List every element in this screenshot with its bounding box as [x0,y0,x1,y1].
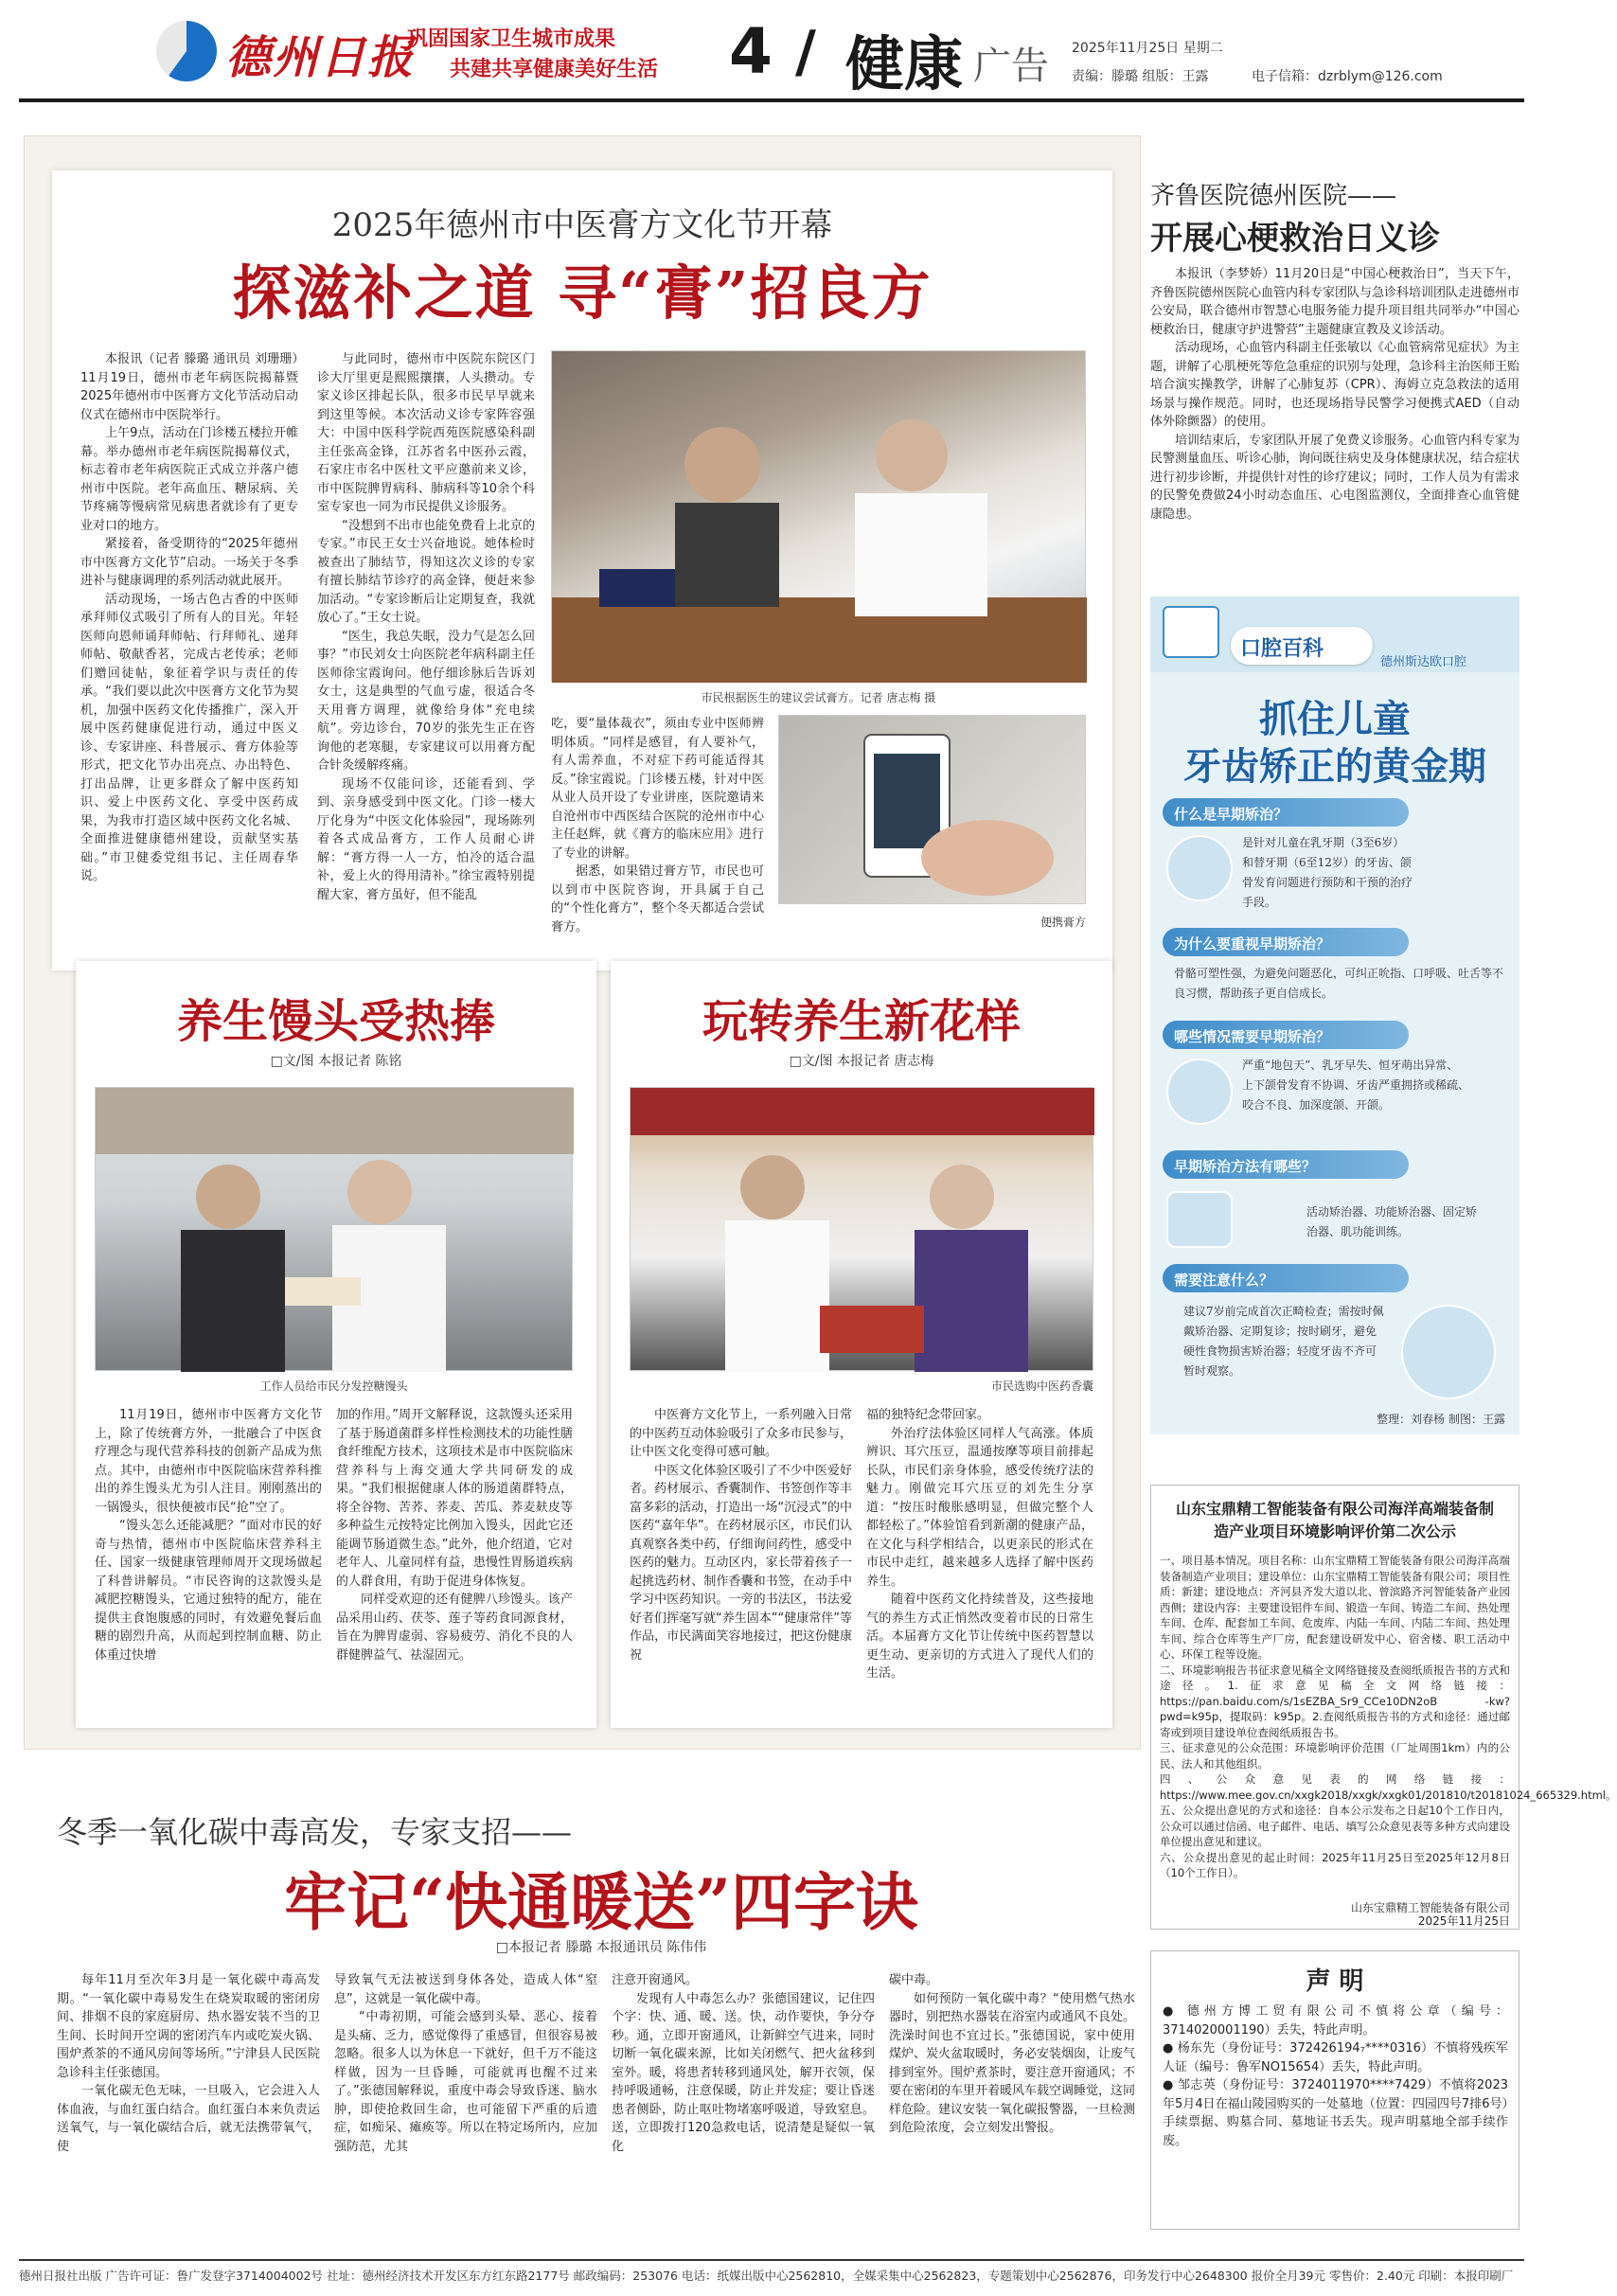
question-label: 什么是早期矫治？ [1174,806,1288,823]
paragraph: 11月19日，德州市中医膏方文化节上，除了传统膏方外，一批融合了中医食疗理念与现代营养科技的创新产品成为焦点。其中，由德州市中医院临床营养科推出的养生馒头尤为引人注目。刚刚蒸出的一锅馒头，很快便被市民“抢”空了。 [95,1408,322,1515]
co-byline: □本报记者 滕璐 本报通讯员 陈伟伟 [495,1940,707,1955]
header-divider [19,98,1524,102]
doctor-illustration-icon [1401,1305,1496,1399]
paragraph: 如何预防一氧化碳中毒？“使用燃气热水器时，别把热水器装在浴室内或通风不良处。洗澡时间也不宜过长。”张德国说，家中使用煤炉、炭火盆取暖时，务必安装烟囱，让废气排到室外。围炉煮茶时，要注意开窗通风；不要在密闭的车里开着暖风车载空调睡觉，这同样危险。建议安装一氧化碳报警器，一旦检测到危险浓度，会立刻发出警报。 [889,1991,1136,2135]
story-byline: □文/图 本报记者 陈铭 [270,1054,402,1069]
dental-organization: 德州斯达欧口腔 [1380,655,1467,669]
photo-caption: 市民选购中医药香囊 [990,1379,1093,1393]
paragraph: 一氧化碳无色无味，一旦吸入，它会进入人体血液，与血红蛋白结合。血红蛋白本来负责运送氧气，与一氧化碳结合后，就无法携带氧气，使 [57,2084,320,2154]
question-label: 哪些情况需要早期矫治？ [1174,1028,1331,1045]
statement-item: ● 邹志英（身份证号：3724011970****7429）不慎将2023年5月4日在福山陵园购买的一处墓地（位置：四园四号7排6号）手续票据、购墓合同、墓地证书丢失。现声明墓地全部手续作废。 [1163,2078,1508,2148]
header-slash: / [795,19,816,85]
paragraph: 随着中医药文化持续普及，这些接地气的养生方式正悄然改变着市民的日常生活。本届膏方文化节让传统中医药智慧以更生动、更亲切的方式进入了现代人们的生活。 [866,1593,1093,1681]
footer-divider [19,2259,1524,2261]
feature-subtitle: 2025年德州市中医膏方文化节开幕 [331,206,833,244]
paragraph: 发现有人中毒怎么办？张德国建议，记住四个字：快、通、暖、送。快，动作要快，争分夺秒。通，立即开窗通风，让新鲜空气进来，同时切断一氧化碳来源，比如关闭燃气、把火盆移到室外。暖，将患者转移到通风处，解开衣领，保持呼吸通畅，注意保暖，防止并发症；要让昏迷患者侧卧，防止呕吐物堵塞呼吸道，导致窒息。送，立即拨打120急救电话，说清楚是疑似一氧化 [612,1991,875,2154]
story-title: 玩转养生新花样 [702,995,1021,1048]
paragraph: 碳中毒。 [889,1973,939,1987]
question-label: 需要注意什么？ [1174,1272,1274,1289]
photo-caption: 工作人员给市民分发控糖馒头 [259,1379,408,1393]
paragraph: 导致氧气无法被送到身体各处，造成人体“窒息”，这就是一氧化碳中毒。 [334,1973,597,2006]
co-column-3 [612,1971,875,2251]
paragraph: 每年11月至次年3月是一氧化碳中毒高发期。“一氧化碳中毒易发生在烧炭取暖的密闭房间、排烟不良的家庭厨房、热水器安装不当的卫生间、长时间开空调的密闭汽车内或吃炭火锅、围炉煮茶的不通风房间等场所。”宁津县人民医院急诊科主任张德国。 [57,1973,320,2080]
paragraph: 本报讯（李梦娇）11月20日是“中国心梗救治日”，当天下午，齐鲁医院德州医院心血管内科专家团队与急诊科培训团队走进德州市公安局，联合德州市智慧心电服务能力提升项目组共同举办“中国心梗救治日，健康守护进警营”主题健康宣教及义诊活动。 [1150,267,1520,337]
photo-sachet-purchase [630,1087,1093,1371]
photo-portable-ointment [778,715,1086,904]
statement-item: ● 杨东先（身份证号：372426194₇****0316）不慎将残疾军人证（编号：鲁军NO15654）丢失，特此声明。 [1163,2041,1508,2074]
feature-title: 探滋补之道 寻“膏”招良方 [232,258,933,328]
paragraph: 培训结束后，专家团队开展了免费义诊服务。心血管内科专家为民警测量血压、听诊心肺，询问既往病史及身体健康状况，结合症状进行初步诊断，并提供针对性的诊疗建议；同时，工作人员为有需求的民警免费做24小时动态血压、心电图监测仪，全面排查心血管健康隐患。 [1150,433,1520,522]
photo-caption: 市民根据医生的建议尝试膏方。记者 唐志梅 摄 [701,691,936,704]
paragraph: 注意开窗通风。 [612,1973,699,1987]
notice-paragraph: 二、环境影响报告书征求意见稿全文网络链接及查阅纸质报告书的方式和途径。1.征求意见稿全文网络链接：https://pan.baidu.com/s/1sEZBA_Sr9_CCe10DN2oB -kw?pwd=k95p，提取码：k95p。2.查阅纸质报告书的方式和途径：通过邮寄或到项目建设单位查阅纸质报告书。 [1160,1663,1510,1739]
paragraph: 活动现场，一场古色古香的中医师承拜师仪式吸引了所有人的目光。年轻医师向恩师诵拜师帖、行拜师礼、递拜师帖、敬献香茗，完成古老传承；老师们赠回徒帖，象征着学识与责任的传承。“我们要以此次中医膏方文化节为契机，加强中医药文化传播推广，深入开展中医药健康促进行动，通过中医义诊、专家讲座、科普展示、膏方体验等形式，把文化节办出亮点、办出特色、打出品牌，让更多群众了解中医药知识、爱上中医药文化、享受中医药成果，为我市打造区域中医药文化名城、全面推进健康德州建设，贡献坚实基础。”市卫健委党组书记、主任周春华说。 [80,592,298,883]
page-footer: 德州日报社出版 广告许可证：鲁广发登字3714004002号 社址：德州经济技术开发区东方红东路2177号 邮政编码：253076 电话：纸媒出版中心2562810，全媒采集中心2562823，专题策划中心2562876，印务发行中心2648300 报价全月39元 零售价：2.40元 印刷：本报印刷厂 [19,2269,1514,2283]
wanzhuan-column-2 [866,1406,1093,1709]
newspaper-logo-icon [156,21,217,81]
page-number: 4 [729,15,773,88]
story-title: 养生馒头受热捧 [176,995,495,1048]
paragraph: 现场不仅能问诊，还能看到、学到、亲身感受到中医文化。门诊一楼大厅化身为“中医文化体验园”，现场陈列着各式成品膏方，工作人员耐心讲解：“膏方得一人一方，怕冷的适合温补，爱上火的得用清补。”徐宝霞特别提醒大家，膏方虽好，但不能乱 [317,776,535,902]
tooth-illustration-icon [1166,835,1233,901]
mantou-column-1 [95,1406,322,1709]
wanzhuan-column-1 [630,1406,852,1709]
paragraph: “馒头怎么还能减肥？”面对市民的好奇与热情，德州市中医院临床营养科主任、国家一级健康管理师周开文现场做起了科普讲解员。“市民咨询的这款馒头是减肥控糖馒头，它通过独特的配方，能在提供主食饱腹感的同时，有效避免餐后血糖的剧烈升高，从而起到控制血糖、防止体重过快增 [95,1519,322,1663]
question-label: 为什么要重视早期矫治？ [1174,935,1331,952]
notice-paragraph: 六、公众提出意见的起止时间：2025年11月25日至2025年12月8日（10个工作日）。 [1160,1850,1510,1879]
co-title: 牢记“快通暖送”四字诀 [284,1865,918,1939]
paragraph: “没想到不出市也能免费看上北京的专家。”市民王女士兴奋地说。她体检时被查出了肺结节，得知这次义诊的专家有擅长肺结节诊疗的高金锋，便赶来参加活动。“专家诊断后让定期复查，我就放心了。”王女士说。 [317,518,535,625]
paragraph: 上午9点，活动在门诊楼五楼拉开帷幕。举办德州市老年病医院揭幕仪式，标志着市老年病医院正式成立并落户德州市中医院。老年高血压、糖尿病、关节疼痛等慢病常见病患者就诊有了更专业对口的地方。 [80,426,298,533]
paragraph: 外治疗法体验区同样人气高涨。体质辨识、耳穴压豆，温通按摩等项目前排起长队，市民们亲身体验，感受传统疗法的魅力。刚做完耳穴压豆的刘先生分享道：“按压时酸胀感明显，但做完整个人都轻松了。”体验馆看到新潮的健康产品，在文化与科学相结合，以更亲民的形式在市民中走红，越来越多人选择了解中医药养生。 [866,1426,1093,1589]
co-column-4 [889,1971,1135,2251]
notice-body [1160,1553,1617,1913]
photo-illustration [631,1088,1094,1372]
header-slogan-line1: 巩固国家卫生城市成果 [407,27,616,51]
mantou-column-2 [336,1406,573,1709]
answer-text: 活动矫治器、功能矫治器、固定矫治器、肌功能训练。 [1306,1205,1478,1238]
paragraph: “医生，我总失眠，没力气是怎么回事？”市民刘女士向医院老年病科副主任医师徐宝霞询问。他仔细诊脉后告诉刘女士，这是典型的气血亏虚，很适合冬天用膏方调理，就像给身体“充电续航”。旁边诊台，70岁的张先生正在咨询他的老寒腿，专家建议可以用膏方配合针灸缓解疼痛。 [317,629,535,773]
notice-date: 2025年11月25日 [1417,1914,1510,1928]
dental-credit: 整理：刘春杨 制图：王露 [1377,1413,1505,1426]
answer-text: 是针对儿童在乳牙期（3至6岁）和替牙期（6至12岁）的牙齿、颌骨发育问题进行预防和干预的治疗手段。 [1242,836,1413,909]
dental-title-line1: 抓住儿童 [1259,697,1411,741]
dental-title-line2: 牙齿矫正的黄金期 [1183,744,1486,789]
notice-signer: 山东宝鼎精工智能装备有限公司 [1350,1901,1510,1914]
co-column-2 [334,1971,597,2251]
photo-illustration [96,1088,574,1372]
paragraph: 中医膏方文化节上，一系列融入日常的中医药互动体验吸引了众多市民参与，让中医文化变得可感可触。 [630,1408,852,1459]
newspaper-logo: 德州日报 [225,31,416,84]
section-title: 健康 [845,29,964,98]
notice-paragraph: 一、项目基本情况。项目名称：山东宝鼎精工智能装备有限公司海洋高端装备制造产业项目；建设单位：山东宝鼎精工智能装备有限公司；项目性质：新建；建设地点：齐河县齐发大道以北、曾滨路齐河智能装备产业园西侧；建设内容：主要建设铝件车间、锻造一车间、铸造二车间、热处理车间、仓库、配套加工车间、危废库、内陆一车间、内陆二车间、热处理车间、综合仓库等生产厂房，配套建设研发中心、宿舍楼、职工活动中心、环保工程等设施。 [1160,1554,1510,1661]
feature-column-2 [317,350,535,928]
paragraph: 福的独特纪念带回家。 [866,1408,990,1422]
feature-column-1 [80,350,298,909]
dental-badge-label: 口腔百科 [1240,636,1324,661]
paragraph: 活动现场，心血管内科副主任张敏以《心血管病常见症状》为主题，讲解了心肌梗死等危急重症的识别与处理，急诊科主治医师王贻培合演实操教学，讲解了心肺复苏（CPR）、海姆立克急救法的适用场景与操作规范。同时，也还现场指导民警学习便携式AED（自动体外除颤器）的使用。 [1150,341,1520,429]
statement-item: ● 德州方博工贸有限公司不慎将公章（编号：3714020001190）丢失，特此声明。 [1163,2004,1508,2038]
paragraph: 本报讯（记者 滕璐 通讯员 刘珊珊）11月19日，德州市老年病医院揭幕暨2025年德州市中医膏方文化节活动启动仪式在德州市中医院举行。 [80,352,298,422]
editors-credit: 责编：滕璐 组版：王露 [1072,69,1209,84]
notice-paragraph: 五、公众提出意见的方式和途径：自本公示发布之日起10个工作日内，公众可以通过信函、电子邮件、电话、填写公众意见表等多种方式向建设单位提出意见和建议。 [1160,1804,1510,1848]
photo-ointment-tasting [551,350,1086,682]
notice-paragraph: 四、公众意见表的网络链接：https://www.mee.gov.cn/xxgk2018/xxgk/xxgk01/201810/t20181024_665329.html。 [1160,1772,1617,1802]
header-slogan-line2: 共建共享健康美好生活 [450,57,659,81]
paragraph: 吃，要“量体裁衣”，须由专业中医师辨明体质。“同样是感冒，有人要补气，有人需养血，不对症下药可能适得其反。”徐宝霞说。门诊楼五楼，针对中医从业人员开设了专业讲座，医院邀请来自沧州市中西医结合医院的沧州市中心主任赵辉，就《膏方的临床应用》进行了专业的讲解。 [551,717,764,861]
paragraph: 紧接着，备受期待的“2025年德州市中医膏方文化节”启动。一场关于冬季进补与健康调理的系列活动就此展开。 [80,537,298,588]
photo-mantou-distribution [95,1087,573,1371]
co-column-1 [57,1971,320,2251]
paragraph: 与此同时，德州市中医院东院区门诊大厅里更是熙熙攘攘，人头攒动。专家义诊区排起长队，很多市民早早就来到这里等候。本次活动义诊专家阵容强大：中国中医科学院西苑医院感染科副主任张高金锋，江苏省名中医孙云霞，石家庄市名中医杜文平应邀前来义诊，市中医院脾胃病科、肺病科等10余个科室专家也一同为市民提供义诊服务。 [317,352,535,514]
answer-text: 建议7岁前完成首次正畸检查；需按时佩戴矫治器、定期复诊；按时刷牙，避免硬性食物损害矫治器；轻度牙齿不齐可暂时观察。 [1183,1305,1384,1378]
notice-paragraph: 三、征求意见的公众范围：环境影响评价范围（厂址周围1km）内的公民、法人和其他组织。 [1160,1741,1510,1771]
right-title: 开展心梗救治日义诊 [1150,220,1440,258]
answer-text: 骨骼可塑性强，为避免问题恶化，可纠正吮指、口呼吸、吐舌等不良习惯，帮助孩子更自信成长。 [1174,967,1504,1000]
issue-date: 2025年11月25日 星期二 [1072,41,1223,56]
statement-title: 声 明 [1306,1967,1364,1996]
photo-caption: 便携膏方 [1040,916,1086,929]
right-subtitle: 齐鲁医院德州医院—— [1150,182,1397,210]
paragraph: 加的作用。”周开文解释说，这款馒头还采用了基于肠道菌群多样性检测技术的功能性膳食纤维配方技术，这项技术是市中医院临床营养科与上海交通大学共同研发的成果。“我们根据健康人体的肠道菌群特点，将全谷物、苦荞、荞麦、苦瓜、荞麦麸皮等多种益生元按特定比例加入馒头，因此它还能调节肠道微生态。”此外，他介绍道，它对老年人、儿童同样有益，患慢性胃肠道疾病的人群食用，有助于促进身体恢复。 [336,1408,573,1589]
question-label: 早期矫治方法有哪些？ [1174,1158,1317,1175]
ad-mark: 广告 [973,44,1049,88]
photo-illustration [779,716,1087,905]
answer-text: 严重“地包天”、乳牙早失、恒牙萌出异常、上下颌骨发育不协调、牙齿严重拥挤或稀疏、咬合不良、加深度颌、开颌。 [1242,1059,1470,1112]
teeth-illustration-icon [1166,1059,1233,1125]
braces-illustration-icon [1166,1191,1233,1248]
paragraph: 中医文化体验区吸引了不少中医爱好者。药材展示、香囊制作、书签创作等丰富多彩的活动，打造出一场“沉浸式”的中医药“嘉年华”。在药材展示区，市民们认真观察各类中药，仔细询问药性，感受中医药的魅力。互动区内，家长带着孩子一起挑选药材、制作香囊和书签，在动手中学习中医药知识。一旁的书法区，书法爱好者们挥毫写就“养生固本”“健康常伴”等作品，市民满面笑容地接过，把这份健康祝 [630,1463,852,1663]
paragraph: 据悉，如果错过膏方节，市民也可以到市中医院咨询，开具属于自己的“个性化膏方”，整个冬天都适合尝试膏方。 [551,864,764,934]
statement-body [1163,2002,1508,2150]
feature-column-3 [551,715,764,933]
co-subtitle: 冬季一氧化碳中毒高发，专家支招—— [57,1814,573,1850]
photo-illustration [552,351,1087,683]
paragraph: “中毒初期，可能会感到头晕、恶心、接着是头痛、乏力，感觉像得了重感冒，但很容易被忽略。很多人以为休息一下就好，但千万不能这样做，因为一旦昏睡，可能就再也醒不过来了。”张德国解释说，重度中毒会导致昏迷、脑水肿，即使抢救回生命，也可能留下严重的后遗症，如痴呆、瘫痪等。所以在特定场所内，应加强防范，尤其 [334,2010,597,2154]
contact-email: 电子信箱：dzrblym@126.com [1252,69,1443,84]
right-article-body [1150,265,1519,582]
paragraph: 同样受欢迎的还有健脾八珍馒头。该产品采用山药、茯苓、莲子等药食同源食材，旨在为脾胃虚弱、容易疲劳、消化不良的人群健脾益气、祛湿固元。 [336,1593,573,1663]
story-byline: □文/图 本报记者 唐志梅 [789,1054,934,1069]
notice-title: 山东宝鼎精工智能装备有限公司海洋高端装备制造产业项目环境影响评价第二次公示 [1175,1500,1494,1540]
clipboard-icon [1163,606,1219,658]
